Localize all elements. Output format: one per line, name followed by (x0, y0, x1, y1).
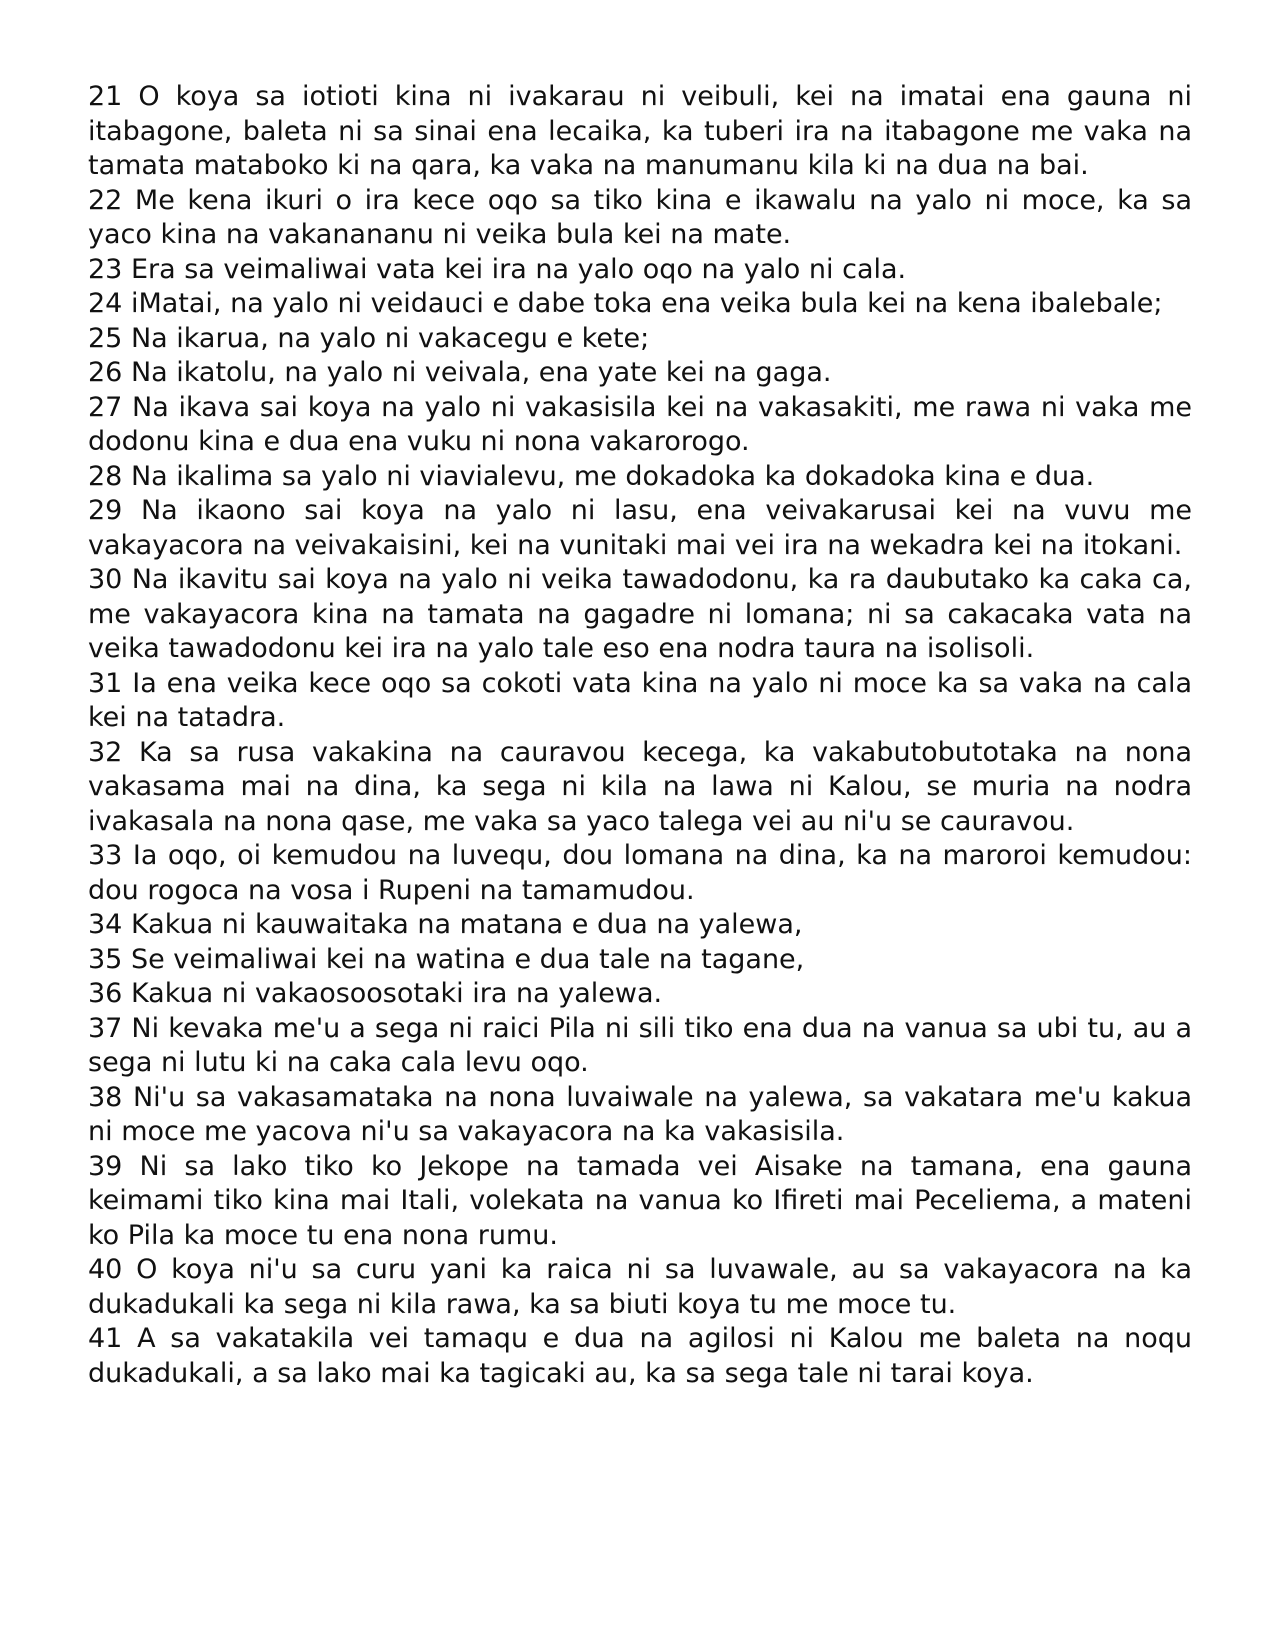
verse-41: 41 A sa vakatakila vei tamaqu e dua na agilosi ni Kalou me baleta na noqu dukadukali, a sa lako mai ka tagicaki au, ka sa sega tale ni tarai koya. (88, 1323, 1192, 1389)
verse-30: 30 Na ikavitu sai koya na yalo ni veika tawadodonu, ka ra daubutako ka caka ca, me vakayacora kina na tamata na gagadre ni lomana; ni sa cakacaka vata na veika tawadodonu kei ira na yalo tale eso ena nodra taura na isolisoli. (88, 564, 1192, 664)
verse-27: 27 Na ikava sai koya na yalo ni vakasisila kei na vakasakiti, me rawa ni vaka me dodonu kina e dua ena vuku ni nona vakarorogo. (88, 391, 1192, 457)
verse-38: 38 Ni'u sa vakasamataka na nona luvaiwale na yalewa, sa vakatara me'u kakua ni moce me yacova ni'u sa vakayacora na ka vakasisila. (88, 1081, 1192, 1147)
verse-26: 26 Na ikatolu, na yalo ni veivala, ena yate kei na gaga. (88, 357, 832, 388)
document-page (88, 80, 1192, 1391)
verse-40: 40 O koya ni'u sa curu yani ka raica ni sa luvawale, au sa vakayacora na ka dukadukali ka sega ni kila rawa, ka sa biuti koya tu me moce tu. (88, 1254, 1192, 1320)
verse-28: 28 Na ikalima sa yalo ni viavialevu, me dokadoka ka dokadoka kina e dua. (88, 460, 1095, 492)
verse-31: 31 Ia ena veika kece oqo sa cokoti vata kina na yalo ni moce ka sa vaka na cala kei na tatadra. (88, 667, 1192, 733)
verse-23: 23 Era sa veimaliwai vata kei ira na yalo oqo na yalo ni cala. (88, 253, 907, 285)
verse-34: 34 Kakua ni kauwaitaka na matana e dua na yalewa, (88, 909, 803, 940)
verse-33: 33 Ia oqo, oi kemudou na luvequ, dou lomana na dina, ka na maroroi kemudou: dou rogoca na vosa i Rupeni na tamamudou. (88, 840, 1192, 906)
verse-24: 24 iMatai, na yalo ni veidauci e dabe toka ena veika bula kei na kena ibalebale; (88, 288, 1163, 319)
verse-25: 25 Na ikarua, na yalo ni vakacegu e kete; (88, 322, 650, 354)
verse-22: 22 Me kena ikuri o ira kece oqo sa tiko kina e ikawalu na yalo ni moce, ka sa yaco kina na vakanananu ni veika bula kei na mate. (88, 184, 1192, 250)
verse-21: 21 O koya sa iotioti kina ni ivakarau ni veibuli, kei na imatai ena gauna ni itabagone, baleta ni sa sinai ena lecaika, ka tuberi ira na itabagone me vaka na tamata mataboko ki na qara, ka vaka na manumanu kila ki na dua na bai. (88, 81, 1192, 181)
verse-29: 29 Na ikaono sai koya na yalo ni lasu, ena veivakarusai kei na vuvu me vakayacora na veivakaisini, kei na vunitaki mai vei ira na wekadra kei na itokani. (88, 495, 1192, 561)
verse-37: 37 Ni kevaka me'u a sega ni raici Pila ni sili tiko ena dua na vanua sa ubi tu, au a sega ni lutu ki na caka cala levu oqo. (88, 1012, 1192, 1078)
verse-32: 32 Ka sa rusa vakakina na cauravou kecega, ka vakabutobutotaka na nona vakasama mai na dina, ka sega ni kila na lawa ni Kalou, se muria na nodra ivakasala na nona qase, me vaka sa yaco talega vei au ni'u se cauravou. (88, 736, 1192, 837)
verse-39: 39 Ni sa lako tiko ko Jekope na tamada vei Aisake na tamana, ena gauna keimami tiko kina mai Itali, volekata na vanua ko Ifireti mai Peceliema, a mateni ko Pila ka moce tu ena nona rumu. (88, 1150, 1192, 1251)
verse-36: 36 Kakua ni vakaosoosotaki ira na yalewa. (88, 978, 663, 1009)
verse-35: 35 Se veimaliwai kei na watina e dua tale na tagane, (88, 943, 805, 975)
